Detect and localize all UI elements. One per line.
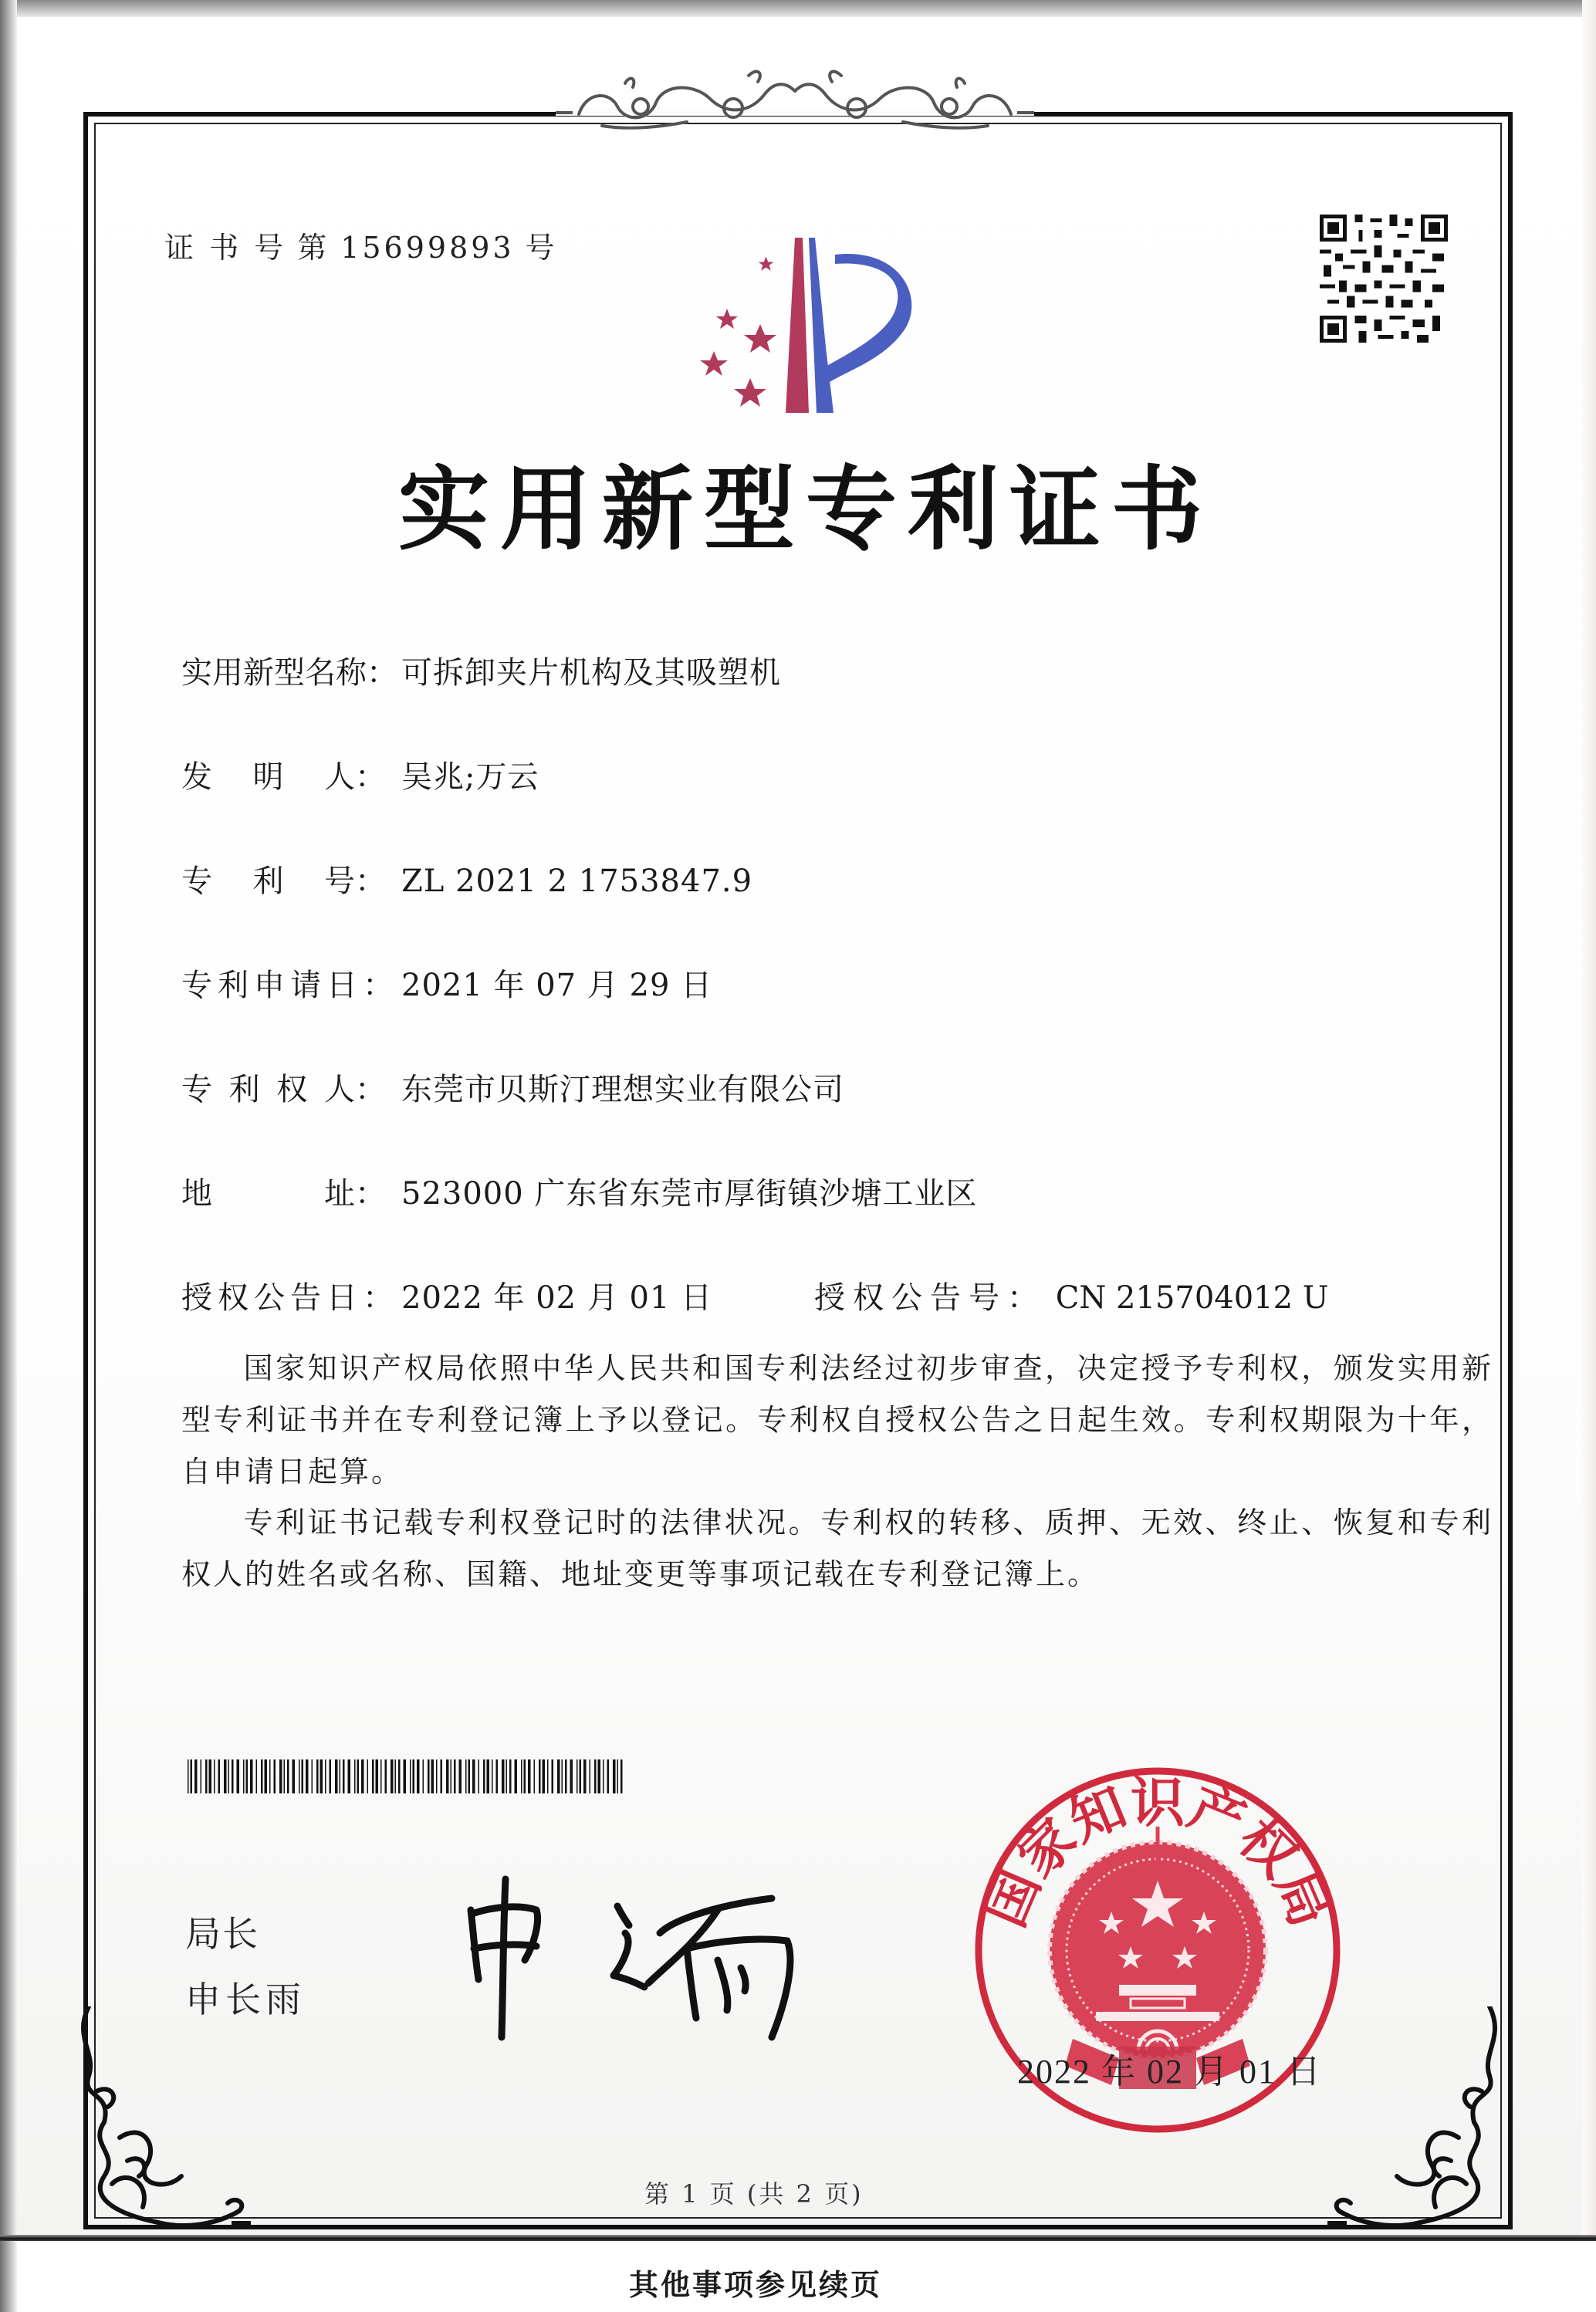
certificate-number-value: 15699893 bbox=[340, 231, 515, 265]
continued-note: 其他事项参见续页 bbox=[629, 2267, 883, 2302]
field-label: 授权公告号： bbox=[814, 1280, 1046, 1316]
field-label: 发 明 人： bbox=[181, 759, 386, 795]
field-value: 吴兆;万云 bbox=[401, 759, 539, 795]
scan-left-shadow bbox=[0, 0, 17, 2312]
certificate-number-prefix: 证 书 号 bbox=[164, 231, 287, 265]
field-inventor bbox=[181, 752, 539, 796]
field-label: 专 利 权 人： bbox=[181, 1072, 386, 1107]
field-value: 东莞市贝斯汀理想实业有限公司 bbox=[401, 1072, 844, 1107]
corner-ornament-icon bbox=[73, 2006, 251, 2238]
barcode-icon bbox=[188, 1759, 624, 1793]
certificate-number bbox=[164, 224, 569, 266]
field-label: 专 利 号： bbox=[181, 864, 386, 899]
top-ornament-icon bbox=[556, 60, 1034, 137]
handwritten-signature-icon bbox=[463, 1875, 826, 2045]
field-label: 地 址： bbox=[181, 1176, 386, 1212]
field-value: CN 215704012 U bbox=[1055, 1280, 1329, 1316]
field-grant-number bbox=[814, 1273, 1329, 1317]
field-value: ZL 2021 2 1753847.9 bbox=[401, 864, 753, 899]
field-value: 523000 广东省东莞市厚街镇沙塘工业区 bbox=[401, 1176, 978, 1212]
signatory-name: 申长雨 bbox=[185, 1979, 306, 2020]
scan-top-shadow bbox=[0, 0, 1596, 17]
field-label: 授权公告日： bbox=[181, 1280, 399, 1316]
field-patent-number bbox=[181, 857, 752, 901]
field-utility-model-name bbox=[181, 648, 781, 692]
field-label: 专利申请日： bbox=[181, 968, 399, 1003]
certificate-number-label: 第 bbox=[297, 231, 330, 265]
field-application-date bbox=[181, 961, 712, 1005]
page-divider bbox=[0, 2235, 1596, 2241]
corner-ornament-icon bbox=[1327, 2006, 1505, 2238]
field-value: 可拆卸夹片机构及其吸塑机 bbox=[401, 655, 781, 691]
legal-paragraph: 国家知识产权局依照中华人民共和国专利法经过初步审查，决定授予专利权，颁发实用新型专利证书并在专利登记簿上予以登记。专利权自授权公告之日起生效。专利权期限为十年，自申请日起算。 bbox=[181, 1351, 1493, 1489]
field-patentee bbox=[181, 1065, 844, 1109]
scan-right-edge bbox=[1582, 0, 1596, 2312]
field-value: 2021 年 07 月 29 日 bbox=[401, 968, 713, 1003]
certificate-number-suffix: 号 bbox=[525, 231, 558, 265]
legal-paragraph: 专利证书记载专利权登记时的法律状况。专利权的转移、质押、无效、终止、恢复和专利权人的姓名或名称、国籍、地址变更等事项记载在专利登记簿上。 bbox=[181, 1506, 1493, 1591]
field-label: 实用新型名称： bbox=[181, 655, 397, 691]
seal-ring-text: 国家知识产权局 bbox=[972, 1771, 1343, 1936]
page-indicator: 第 1 页 (共 2 页) bbox=[644, 2179, 864, 2209]
field-value: 2022 年 02 月 01 日 bbox=[401, 1280, 713, 1316]
cnipa-logo-icon bbox=[671, 216, 926, 421]
certificate-title: 实用新型专利证书 bbox=[397, 456, 1213, 563]
signatory-title: 局长 bbox=[185, 1913, 259, 1955]
field-grant-date bbox=[181, 1273, 712, 1317]
field-address bbox=[181, 1169, 977, 1213]
qr-code-icon bbox=[1320, 213, 1448, 344]
seal-date: 2022 年 02 月 01 日 bbox=[1017, 2053, 1322, 2091]
